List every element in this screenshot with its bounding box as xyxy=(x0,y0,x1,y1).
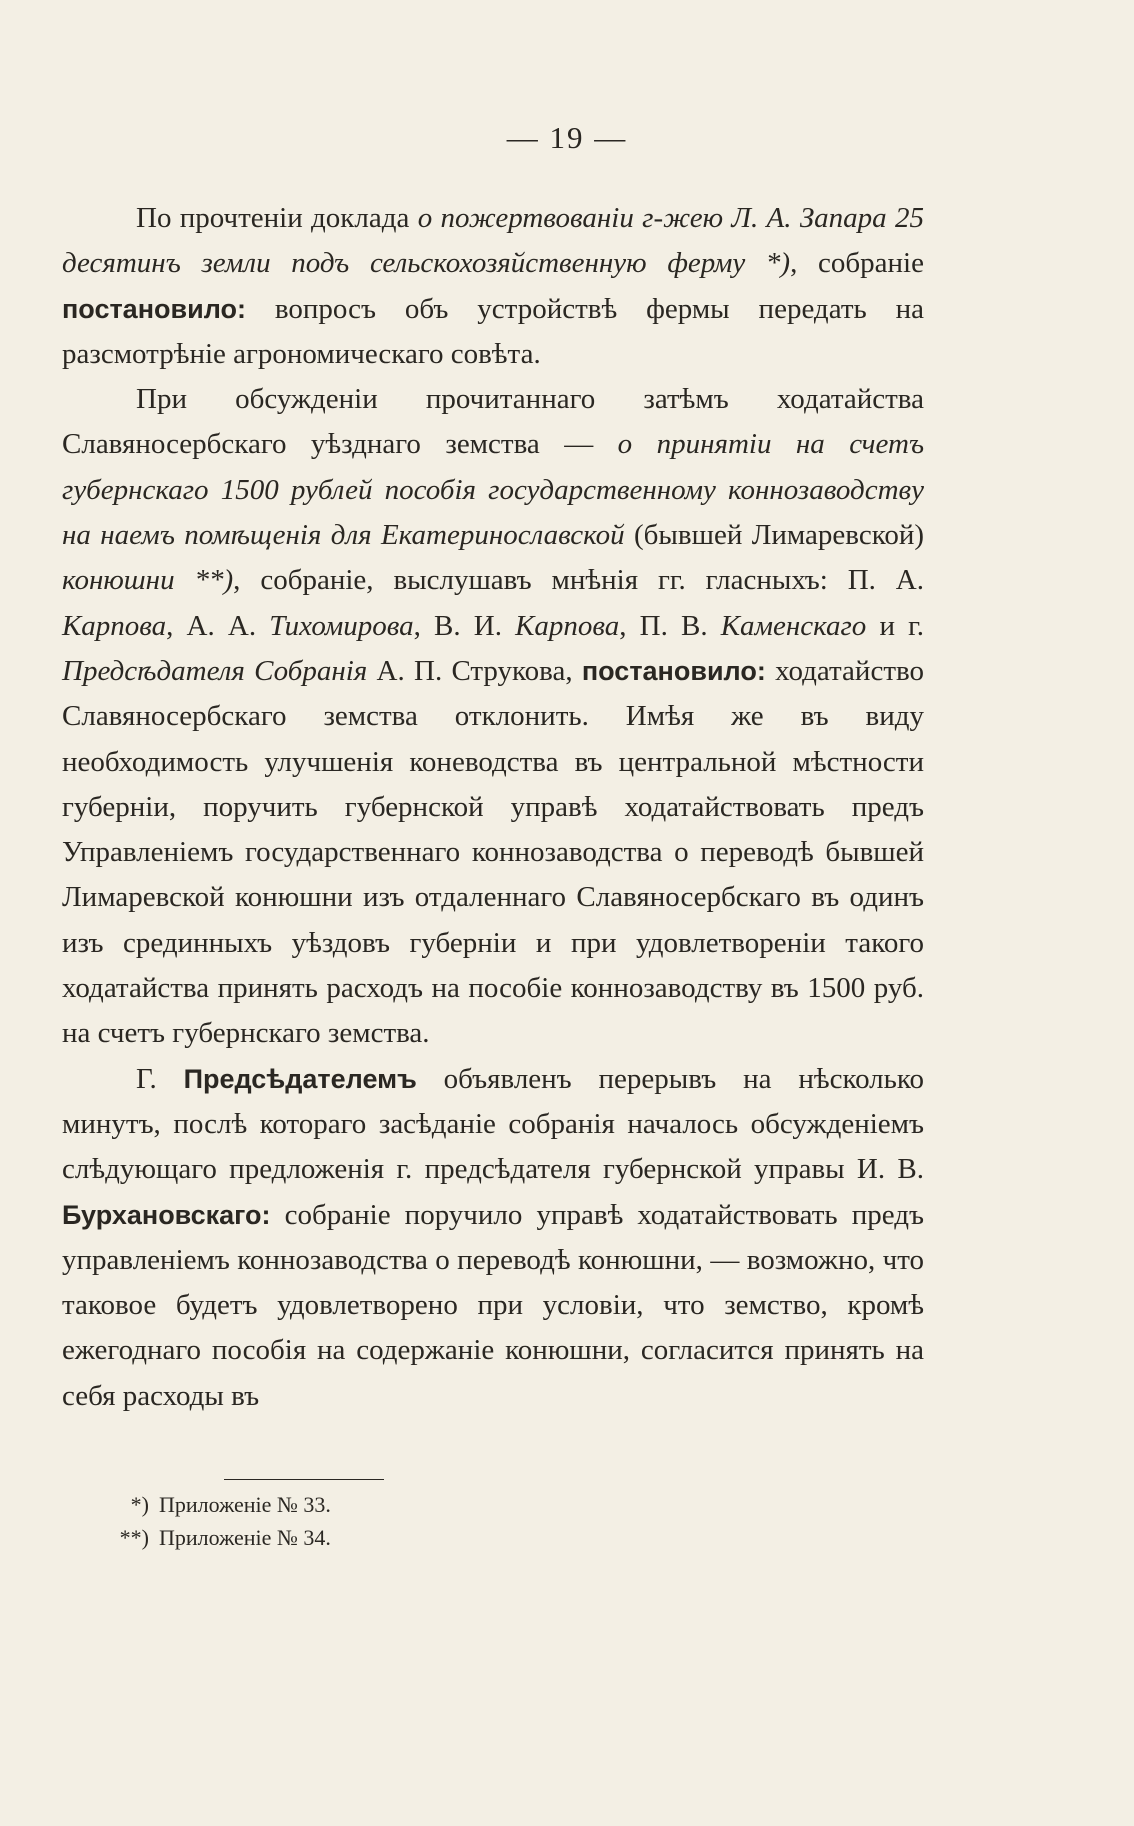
bold-run: постановило: xyxy=(62,293,246,324)
text-run: , собраніе xyxy=(790,247,924,280)
footnote xyxy=(0,1488,420,1521)
italic-run: Предсѣдателя Собранія xyxy=(62,654,368,687)
footnotes xyxy=(0,1488,420,1554)
text-run: и г. xyxy=(866,609,924,642)
text-run: По прочтеніи доклада xyxy=(136,202,418,234)
italic-run: Карпова xyxy=(62,609,167,642)
italic-run: о пожертвованіи г-жею Л. А. Запара 25 десятинъ земли подъ сельскохозяйственную ферму *) xyxy=(62,202,924,280)
footnote-text: Приложеніе № 33. xyxy=(159,1492,331,1517)
footnote-divider xyxy=(224,1479,384,1480)
text-run: А. П. Струкова, xyxy=(367,654,582,687)
text-run: При обсужденіи прочитаннаго затѣмъ ходатайства Славяносербскаго уѣзднаго земства — xyxy=(62,383,924,461)
text-run: (бывшей Лимаревской) xyxy=(624,519,924,552)
footnote-mark: *) xyxy=(130,1492,149,1517)
paragraph xyxy=(62,1057,924,1419)
body-text xyxy=(62,196,924,1419)
italic-run: о принятіи на счетъ губернскаго 1500 рублей пособія государственному коннозаводству на наемъ помѣщенія для Екатеринославской xyxy=(62,428,925,552)
paragraph xyxy=(62,196,924,377)
text-run: , А. А. xyxy=(166,609,270,642)
page-number: — 19 — xyxy=(506,120,628,155)
italic-run: конюшни **) xyxy=(62,564,234,597)
footnote-mark: **) xyxy=(119,1525,149,1550)
paragraph xyxy=(62,377,924,1056)
text-run: объявленъ перерывъ на нѣсколько минутъ, послѣ котораго засѣданіе собранія началось обсужденіемъ слѣдующаго предложенія г. предсѣдателя губернской управы И. В. xyxy=(62,1062,924,1186)
footnote-text: Приложеніе № 34. xyxy=(159,1525,331,1550)
italic-run: Карпова xyxy=(515,609,620,642)
text-run: собраніе поручило управѣ ходатайствовать предъ управленіемъ коннозаводства о переводѣ конюшни, — возможно, что таковое будетъ удовлетворено при условіи, что земство, кромѣ ежегоднаго пособія на содержаніе конюшни, согласится принять на себя расходы въ xyxy=(62,1198,924,1412)
bold-run: Предсѣдателемъ xyxy=(183,1063,417,1094)
text-run: , собраніе, выслушавъ мнѣнія гг. гласныхъ: П. А. xyxy=(233,564,924,597)
text-run: , В. И. xyxy=(413,609,516,642)
text-run: , П. В. xyxy=(619,609,721,642)
bold-run: постановило: xyxy=(581,655,766,686)
italic-run: Тихомирова xyxy=(269,609,414,642)
italic-run: Каменскаго xyxy=(720,609,867,642)
footnote xyxy=(0,1521,420,1554)
text-run: ходатайство Славяносербскаго земства отклонить. Имѣя же въ виду необходимость улучшенія коневодства въ центральной мѣстности губерніи, поручить губернской управѣ ходатайствовать предъ Управленіемъ государственнаго коннозаводства о переводѣ бывшей Лимаревской конюшни изъ отдаленнаго Славяносербскаго въ одинъ изъ срединныхъ уѣздовъ губерніи и при удовлетвореніи такого ходатайства принять расходъ на пособіе коннозаводству въ 1500 руб. на счетъ губернскаго земства. xyxy=(62,654,924,1050)
bold-run: Бурхановскаго: xyxy=(62,1199,271,1230)
text-run: Г. xyxy=(136,1062,184,1095)
text-run: вопросъ объ устройствѣ фермы передать на разсмотрѣніе агрономическаго совѣта. xyxy=(62,292,924,370)
